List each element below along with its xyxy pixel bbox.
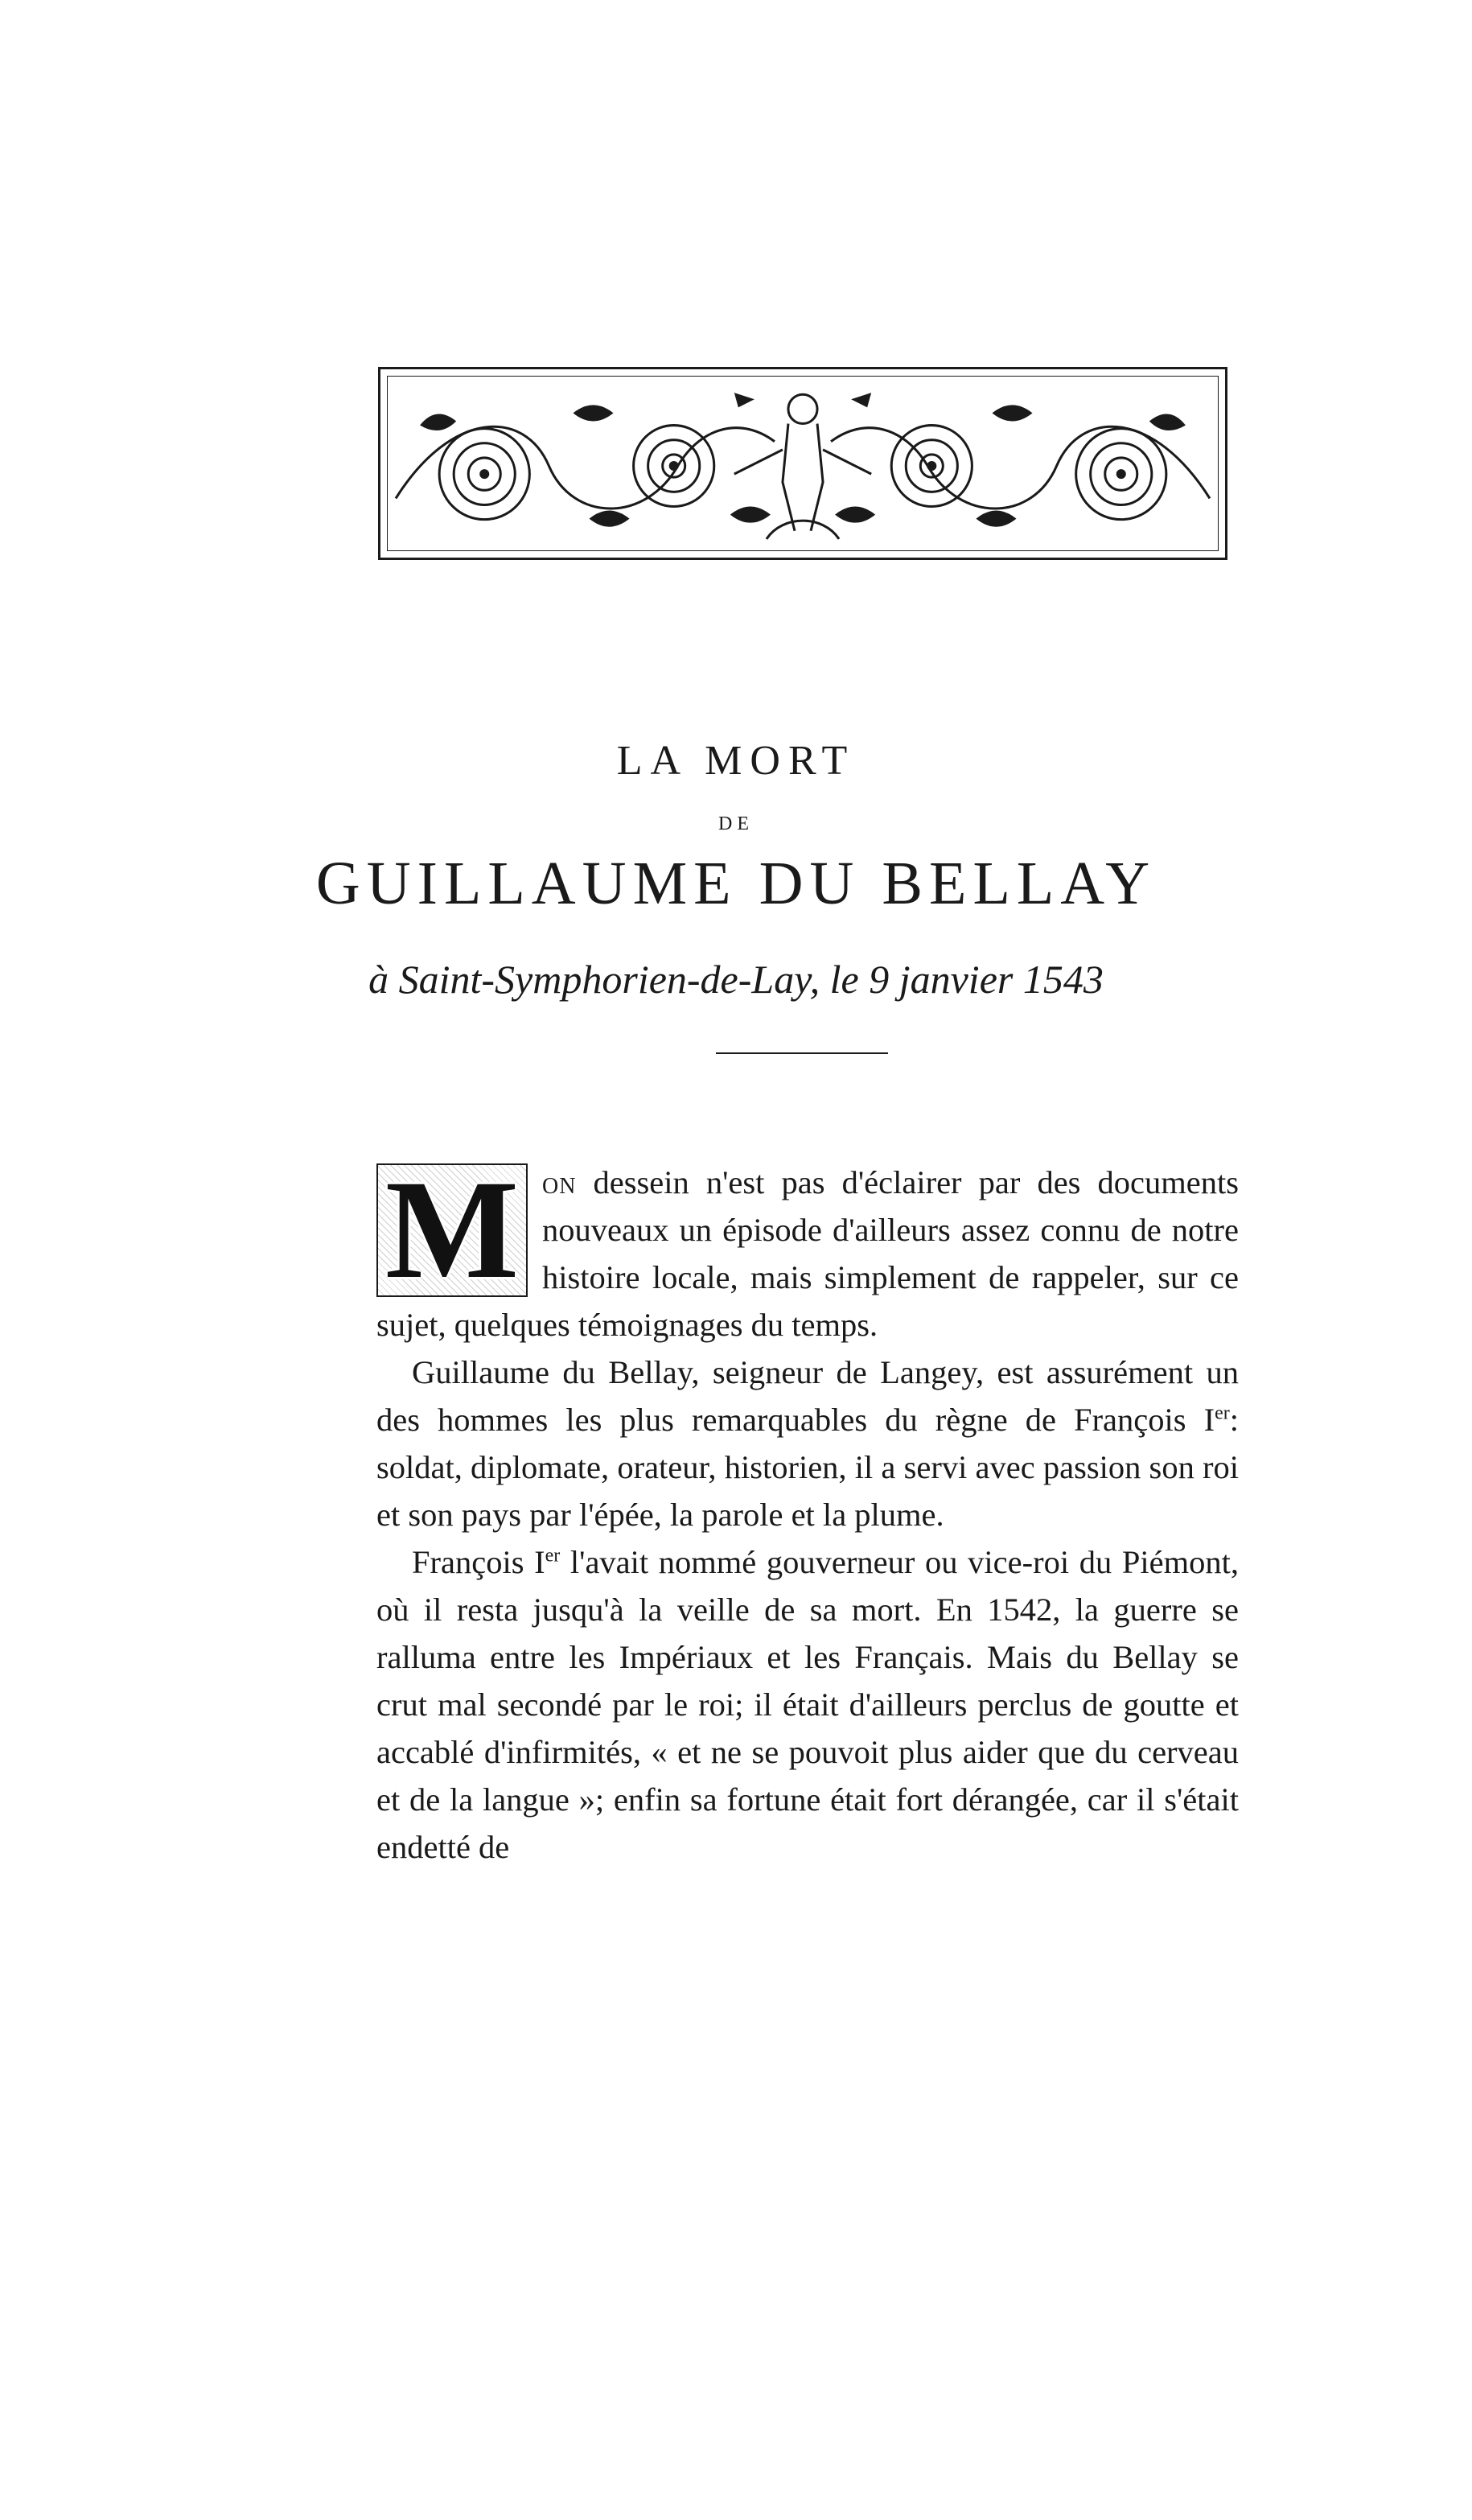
paragraph-3-text-a: François I <box>412 1544 545 1580</box>
paragraph-2-superscript: er <box>1215 1402 1230 1424</box>
title-line-la-mort: LA MORT <box>616 738 856 784</box>
paragraph-3-text-b: l'avait nommé gouverneur ou vice-roi du Piémont, où il resta jusqu'à la veille de sa mort. En 1542, la guerre se ralluma entre les Impériaux et les Français. Mais du Bellay se crut mal secondé par le roi; il était d'ailleurs perclus de goutte et accablé d'infirmités, « et ne se pouvoit plus aider que du cerveau et de la langue »; enfin sa fortune était fort dérangée, car il s'était endetté de <box>376 1544 1239 1865</box>
subtitle: à Saint-Symphorien-de-Lay, le 9 janvier 1543 <box>368 957 1104 1002</box>
paragraph-2-text-a: Guillaume du Bellay, seigneur de Langey, est assurément un des hommes les plus remarquables du règne de François I <box>376 1354 1239 1438</box>
headpiece-frame <box>387 376 1219 551</box>
paragraph-3-superscript: er <box>545 1545 561 1567</box>
paragraph-1-text: dessein n'est pas d'éclairer par des documents nouveaux un épisode d'ailleurs assez connu de notre histoire locale, mais simplement de rappeler, sur ce sujet, quelques témoignages du temps. <box>376 1164 1239 1343</box>
title-rule <box>716 1052 888 1054</box>
page-title: GUILLAUME DU BELLAY <box>315 850 1157 917</box>
foliage-scroll-ornament-icon <box>388 377 1218 550</box>
paragraph-2-text-b: : soldat, diplomate, orateur, historien, il a servi avec passion son roi et son pays par l'épée, la parole et la plume. <box>376 1402 1239 1533</box>
drop-cap-letter: M <box>384 1151 520 1308</box>
lead-small-caps: on <box>542 1164 577 1200</box>
paragraph-3 <box>376 1538 1239 1871</box>
body-text <box>376 1151 1239 1871</box>
drop-cap-ornament <box>376 1151 528 1308</box>
title-line-de: DE <box>718 813 754 834</box>
paragraph-1 <box>376 1151 1239 1349</box>
paragraph-2 <box>376 1349 1239 1538</box>
ornamental-headpiece <box>378 367 1227 560</box>
